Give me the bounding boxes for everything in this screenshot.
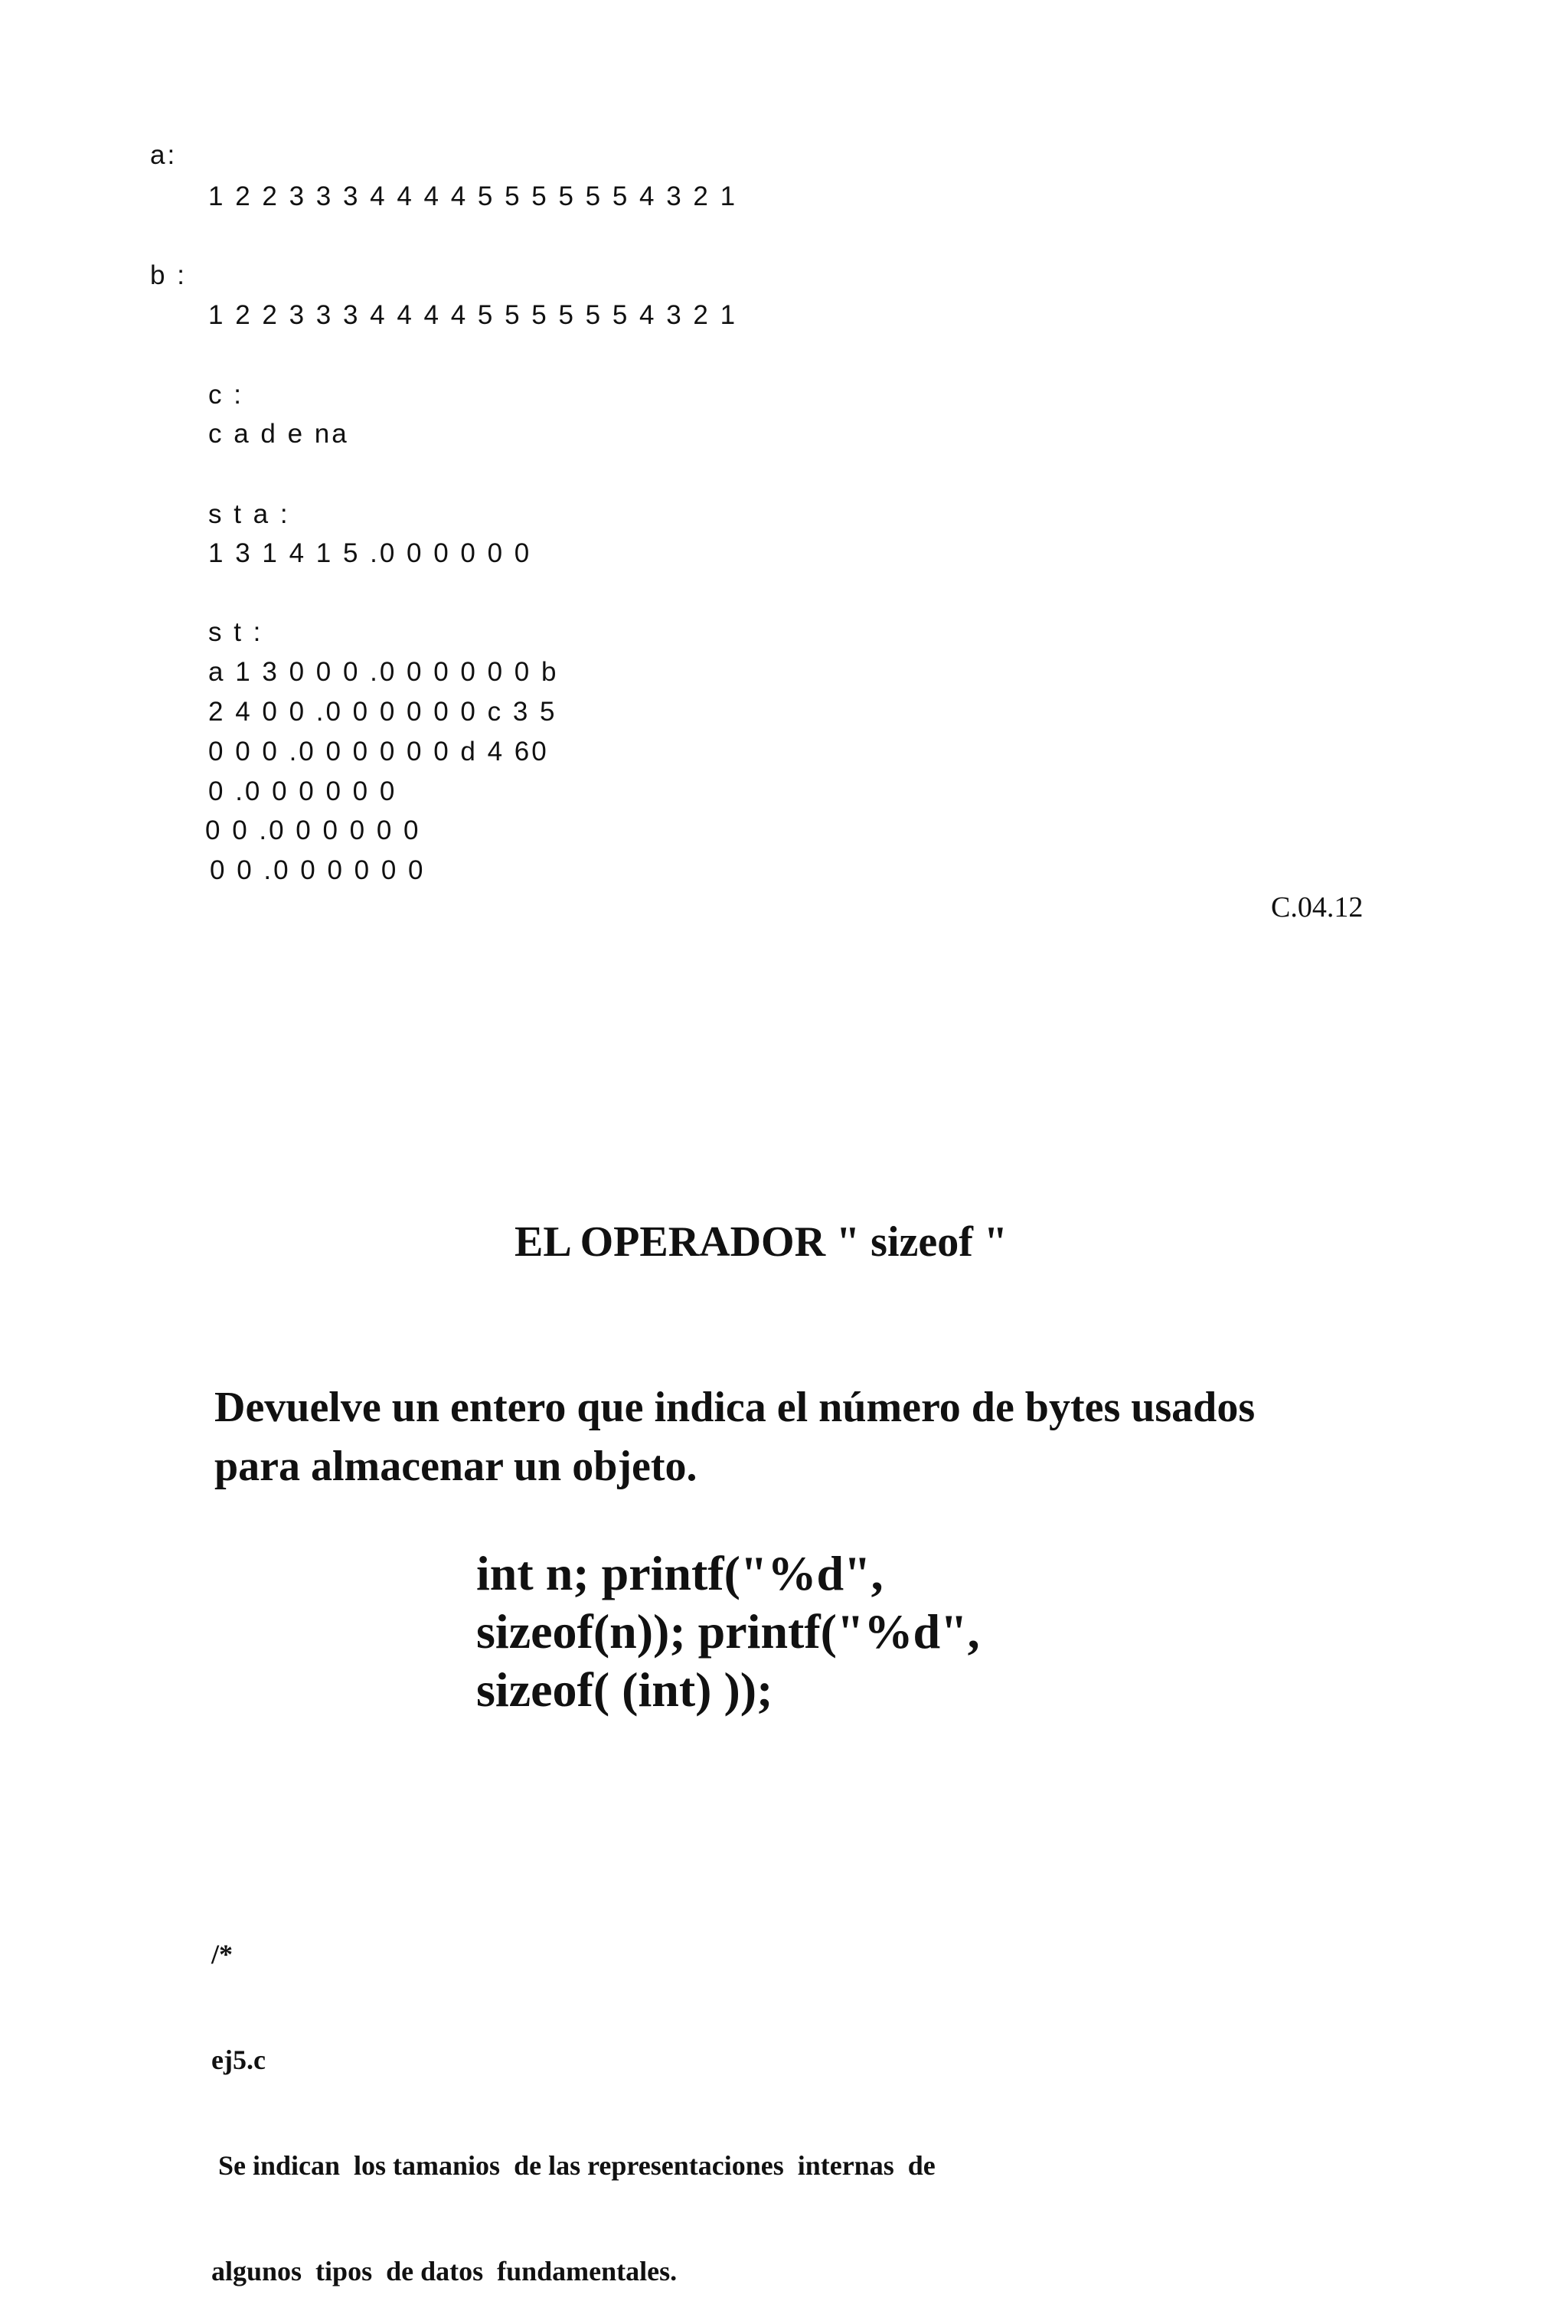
- label-a: a:: [150, 140, 178, 170]
- description-line-1: Devuelve un entero que indica el número de bytes usados: [214, 1384, 1256, 1431]
- comment-line-4: algunos tipos de datos fundamentales.: [211, 2256, 678, 2286]
- output-line-st-3: 0 0 0 .0 0 0 0 0 0 d 4 60: [208, 737, 549, 766]
- description-line-2: para almacenar un objeto.: [214, 1443, 697, 1490]
- page-reference: C.04.12: [1271, 891, 1364, 923]
- label-b: b :: [150, 260, 187, 290]
- code-line-3: sizeof( (int) ));: [476, 1662, 773, 1717]
- comment-line-3: Se indican los tamanios de las representaciones internas de: [211, 2150, 936, 2181]
- label-sta: s t a :: [208, 499, 290, 529]
- code-line-2: sizeof(n)); printf("%d",: [476, 1604, 980, 1659]
- section-description: [214, 1378, 1516, 1496]
- source-comment: [211, 1866, 936, 2324]
- output-line-sta: 1 3 1 4 1 5 .0 0 0 0 0 0: [208, 538, 532, 568]
- output-line-st-4: 0 .0 0 0 0 0 0: [208, 776, 397, 806]
- comment-line-2: ej5.c: [211, 2045, 266, 2075]
- comment-line-1: /*: [211, 1939, 234, 1969]
- label-st: s t :: [208, 617, 263, 647]
- output-line-st-2: 2 4 0 0 .0 0 0 0 0 0 c 3 5: [208, 697, 557, 727]
- section-title: EL OPERADOR " sizeof ": [514, 1218, 1008, 1266]
- code-example: [476, 1544, 1395, 1719]
- output-line-st-6: 0 0 .0 0 0 0 0 0: [210, 855, 426, 885]
- output-line-a: 1 2 2 3 3 3 4 4 4 4 5 5 5 5 5 5 4 3 2 1: [208, 181, 738, 211]
- output-line-st-5: 0 0 .0 0 0 0 0 0: [205, 816, 421, 845]
- output-line-c: c a d e na: [208, 419, 349, 449]
- output-line-st-1: a 1 3 0 0 0 .0 0 0 0 0 0 b: [208, 657, 559, 687]
- output-line-b: 1 2 2 3 3 3 4 4 4 4 5 5 5 5 5 5 4 3 2 1: [208, 300, 738, 330]
- code-line-1: int n; printf("%d",: [476, 1546, 884, 1600]
- label-c: c :: [208, 380, 243, 410]
